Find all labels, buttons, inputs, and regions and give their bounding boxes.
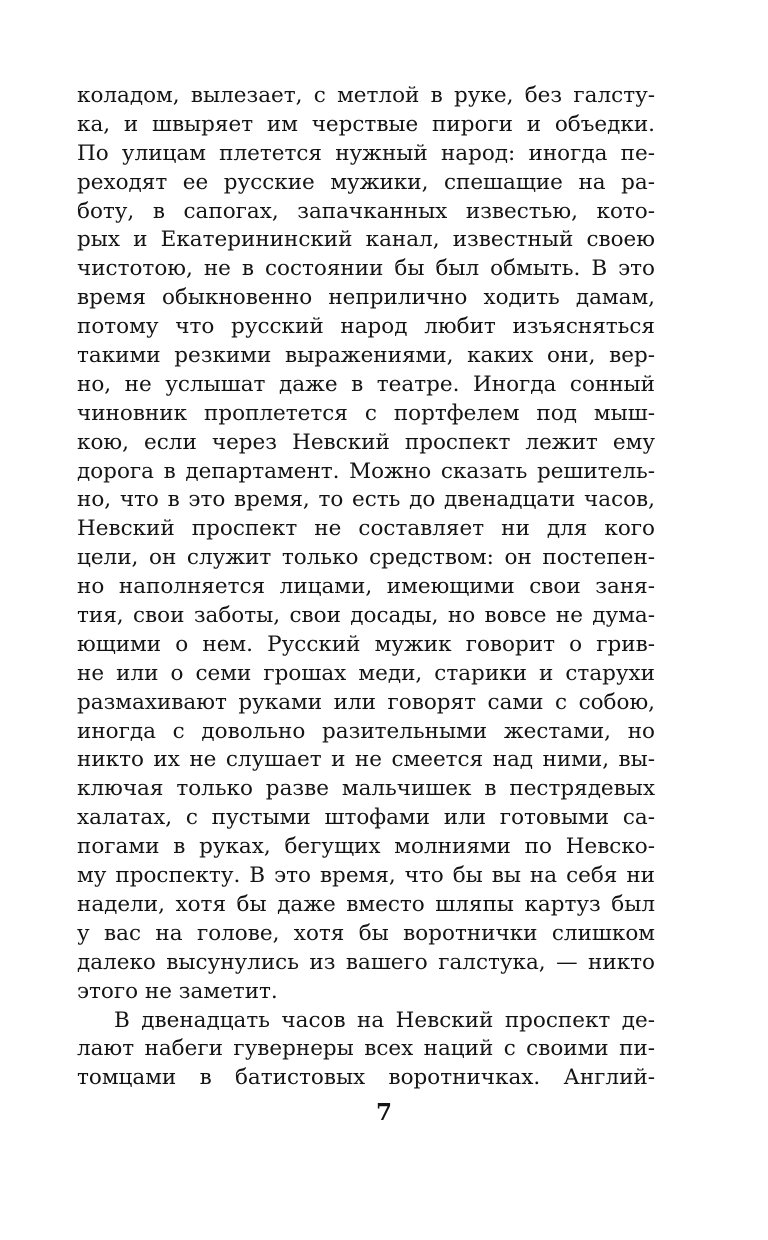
paragraph xyxy=(77,82,655,1007)
text-line: погами в руках, бегущих молниями по Невско- xyxy=(77,834,655,860)
text-line: дорога в департамент. Можно сказать решитель- xyxy=(77,458,655,484)
text-line: ющими о нем. Русский мужик говорит о грив- xyxy=(77,631,655,657)
text-line: му проспекту. В это время, что бы вы на себя ни xyxy=(77,863,655,889)
text-line: кою, если через Невский проспект лежит ему xyxy=(77,429,655,455)
text-line: у вас на голове, хотя бы воротнички слишком xyxy=(77,920,655,946)
paragraph xyxy=(77,1007,655,1094)
text-line: Невский проспект не составляет ни для кого xyxy=(77,516,655,542)
text-line: иногда с довольно разительными жестами, но xyxy=(77,718,655,744)
text-line: тия, свои заботы, свои досады, но вовсе не дума- xyxy=(77,603,655,629)
text-line: боту, в сапогах, запачканных известью, кото- xyxy=(77,198,655,224)
text-line: коладом, вылезает, с метлой в руке, без галсту- xyxy=(77,83,655,108)
text-line: ключая только разве мальчишек в пестрядевых xyxy=(77,776,655,802)
text-line: чиновник проплетется с портфелем под мыш- xyxy=(77,400,655,426)
text-line: но, что в это время, то есть до двенадцати часов, xyxy=(77,487,655,513)
text-line: халатах, с пустыми штофами или готовыми са- xyxy=(77,805,655,831)
text-line: но, не услышат даже в театре. Иногда сонный xyxy=(77,371,655,397)
text-line: время обыкновенно неприлично ходить дамам, xyxy=(77,285,655,311)
text-line: рых и Екатерининский канал, известный своею xyxy=(77,227,655,253)
text-line: надели, хотя бы даже вместо шляпы картуз был xyxy=(77,891,655,917)
text-line: В двенадцать часов на Невский проспект де- xyxy=(114,1007,655,1033)
text-line: По улицам плетется нужный народ: иногда пе- xyxy=(77,140,655,166)
text-line: далеко высунулись из вашего галстука, — никто xyxy=(77,949,655,975)
text-line: размахивают руками или говорят сами с собою, xyxy=(77,689,655,715)
text-line: такими резкими выражениями, каких они, вер- xyxy=(77,343,655,369)
text-line: томцами в батистовых воротничках. Англий- xyxy=(77,1065,655,1091)
text-line: ка, и швыряет им черствые пироги и объедки. xyxy=(77,111,655,137)
body-text xyxy=(77,82,655,1093)
text-line: чистотою, не в состоянии бы был обмыть. В это xyxy=(77,256,655,282)
text-line: потому что русский народ любит изъясняться xyxy=(77,314,655,340)
text-line: никто их не слушает и не смеется над ними, вы- xyxy=(77,747,655,773)
text-line: но наполняется лицами, имеющими свои заня- xyxy=(77,574,655,600)
text-line: цели, он служит только средством: он постепен- xyxy=(77,545,655,571)
text-line: этого не заметит. xyxy=(77,978,278,1004)
page-number: 7 xyxy=(375,1099,392,1126)
text-line: реходят ее русские мужики, спешащие на ра- xyxy=(77,169,655,195)
text-line: лают набеги гувернеры всех наций с своими пи- xyxy=(77,1036,655,1062)
text-line: не или о семи грошах меди, старики и старухи xyxy=(77,660,655,686)
